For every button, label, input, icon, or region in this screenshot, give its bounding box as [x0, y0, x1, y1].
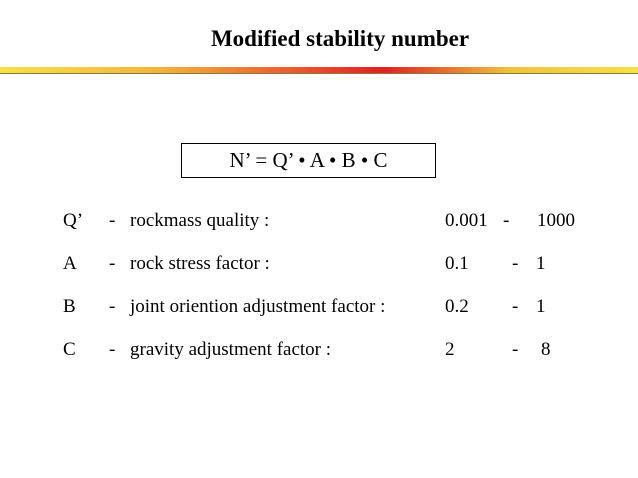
- slide-title: Modified stability number: [210, 26, 470, 51]
- parameter-range-high: 1000: [537, 210, 575, 231]
- parameter-symbol: A: [63, 253, 77, 274]
- parameter-range-separator: -: [503, 210, 510, 231]
- parameter-symbol: Q’: [63, 210, 84, 231]
- parameter-row-b: [0, 292, 638, 335]
- parameter-row-c: [0, 335, 638, 378]
- parameter-symbol: C: [63, 339, 76, 360]
- parameter-dash: -: [109, 210, 116, 231]
- parameter-range-separator: -: [512, 339, 519, 360]
- parameter-description: rock stress factor :: [130, 253, 270, 274]
- parameter-range-separator: -: [512, 296, 519, 317]
- title-underline-rule: [0, 73, 638, 74]
- parameter-range-high: 8: [541, 339, 551, 360]
- parameter-description: rockmass quality :: [130, 210, 270, 231]
- parameter-range-high: 1: [536, 253, 546, 274]
- parameter-row-q: [0, 206, 638, 249]
- parameter-range-separator: -: [512, 253, 519, 274]
- parameter-range-low: 2: [445, 339, 455, 360]
- parameter-range-low: 0.001: [445, 210, 488, 231]
- parameter-dash: -: [109, 339, 116, 360]
- parameter-description: joint oriention adjustment factor :: [130, 296, 386, 317]
- parameter-dash: -: [109, 296, 116, 317]
- parameter-range-low: 0.1: [445, 253, 469, 274]
- parameter-range-low: 0.2: [445, 296, 469, 317]
- parameter-list: [0, 206, 638, 378]
- parameter-row-a: [0, 249, 638, 292]
- parameter-symbol: B: [63, 296, 76, 317]
- parameter-range-high: 1: [536, 296, 546, 317]
- parameter-dash: -: [109, 253, 116, 274]
- parameter-description: gravity adjustment factor :: [130, 339, 332, 360]
- formula-box: N’ = Q’ • A • B • C: [181, 143, 436, 178]
